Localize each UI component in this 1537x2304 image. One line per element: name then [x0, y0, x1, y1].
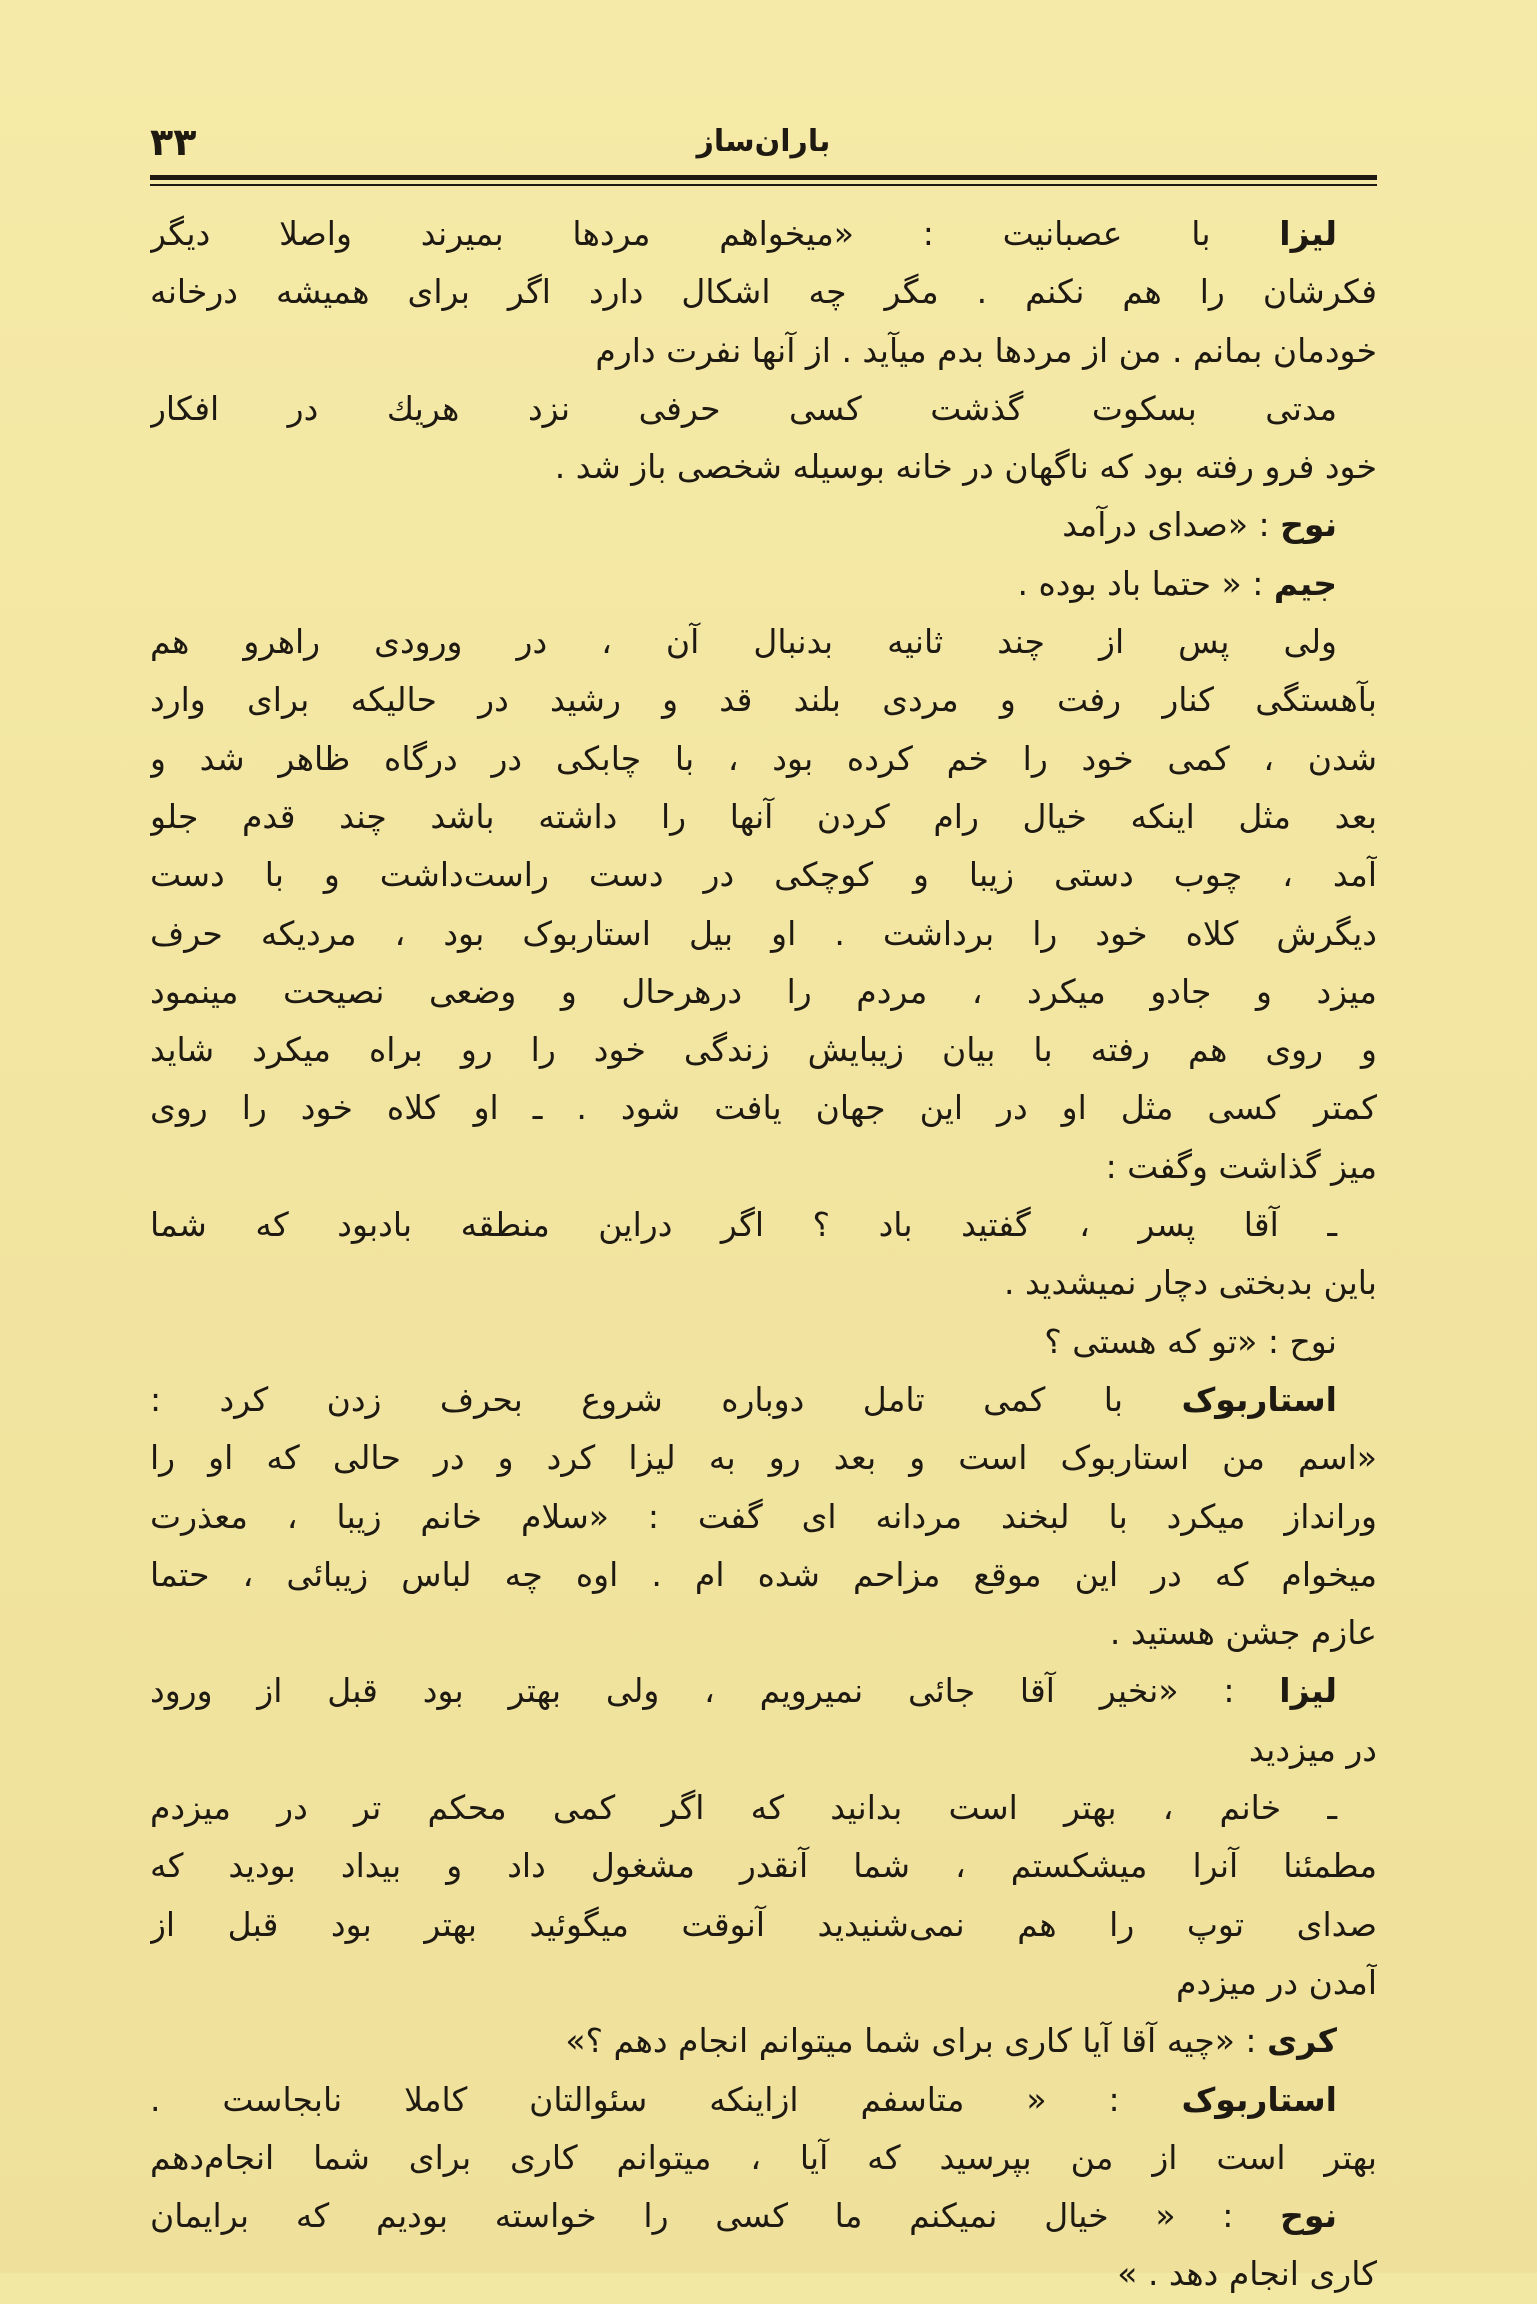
line-text: : «صدای درآمد [1062, 505, 1281, 545]
line-text: با عصبانیت : «میخواهم مردها بمیرند واصلا دیگر [150, 214, 1280, 253]
text-line [150, 2187, 1377, 2245]
line-text: مدتی بسکوت گذشت کسی حرفی نزد هریك در افکار [150, 388, 1337, 428]
header-rule-thick [150, 175, 1377, 180]
text-line [150, 1662, 1377, 1720]
line-text: باین بدبختی دچار نمیشدید . [1003, 1263, 1377, 1303]
line-text: ولی پس از چند ثانیه بدنبال آن ، در ورودی راهرو هم [150, 622, 1337, 662]
line-text: با کمی تامل دوباره شروع بحرف زدن کرد : [150, 1379, 1182, 1419]
speaker-name: لیزا [1279, 1671, 1337, 1711]
text-line [150, 438, 1377, 496]
line-text: : «نخیر آقا جائی نمیرویم ، ولی بهتر بود قبل از ورود [150, 1671, 1280, 1711]
line-text: : « خیال نمیکنم ما کسی را خواسته بودیم که برایمان [150, 2196, 1281, 2236]
text-line [150, 1313, 1377, 1371]
line-text: کاری انجام دهد . » [1117, 2254, 1377, 2294]
text-line [150, 1429, 1377, 1487]
line-text: بآهستگی کنار رفت و مردی بلند قد و رشید در حالیکه برای وارد [150, 680, 1377, 720]
line-text: شدن ، کمی خود را خم کرده بود ، با چابکی در درگاه ظاهر شد و [150, 738, 1377, 778]
line-text: آمدن در میزدم [1176, 1962, 1377, 2002]
line-text: «اسم من استاربوک است و بعد رو به لیزا کرد و در حالی که او را [150, 1438, 1377, 1478]
text-line [150, 1546, 1377, 1604]
line-text: میز گذاشت وگفت : [1105, 1146, 1377, 1186]
text-line [150, 846, 1377, 904]
text-line [150, 496, 1377, 554]
line-text: دیگرش کلاه خود را برداشت . او بیل استاربوک بود ، مردیکه حرف [150, 913, 1377, 953]
text-line [150, 205, 1377, 263]
line-text: آمد ، چوب دستی زیبا و کوچکی در دست راست‌داشت و با دست [150, 855, 1377, 895]
text-line [150, 263, 1377, 321]
line-text: در میزدید [1248, 1729, 1377, 1769]
text-line [150, 2071, 1377, 2129]
speaker-name: جیم [1273, 563, 1337, 603]
text-line [150, 1721, 1377, 1779]
text-line [150, 322, 1377, 380]
line-text: خود فرو رفته بود که ناگهان در خانه بوسیله شخصی باز شد . [554, 447, 1377, 487]
text-line [150, 380, 1377, 438]
running-title: باران‌ساز [696, 124, 831, 159]
line-text: ـ خانم ، بهتر است بدانید که اگر کمی محکم تر در میزدم [150, 1788, 1337, 1828]
text-line [150, 1488, 1377, 1546]
line-text: ـ آقا پسر ، گفتید باد ؟ اگر دراین منطقه بادبود که شما [150, 1205, 1337, 1245]
text-line [150, 555, 1377, 613]
line-text: میخوام که در این موقع مزاحم شده ام . اوه چه لباس زیبائی ، حتما [150, 1554, 1377, 1594]
line-text: کمتر کسی مثل او در این جهان یافت شود . ـ او کلاه خود را روی [150, 1088, 1377, 1128]
line-text: فکرشان را هم نکنم . مگر چه اشکال دارد اگر برای همیشه درخانه [150, 272, 1377, 312]
text-line [150, 730, 1377, 788]
speaker-name: استاربوک [1181, 1379, 1337, 1419]
line-text: مطمئنا آنرا میشکستم ، شما آنقدر مشغول داد و بیداد بودید که [150, 1846, 1377, 1886]
line-text: صدای توپ را هم نمی‌شنیدید آنوقت میگوئید بهتر بود قبل از [150, 1904, 1377, 1944]
text-line [150, 671, 1377, 729]
speaker-name: نوح [1280, 505, 1337, 545]
text-line [150, 1138, 1377, 1196]
text-line [150, 963, 1377, 1021]
text-line [150, 1021, 1377, 1079]
text-line [150, 1896, 1377, 1954]
header-rule-thin [150, 184, 1377, 186]
line-text: میزد و جادو میکرد ، مردم را درهرحال و وضعی نصیحت مینمود [150, 971, 1377, 1011]
body-text [150, 205, 1377, 2304]
text-line [150, 613, 1377, 671]
speaker-name: استاربوک [1181, 2079, 1337, 2119]
text-line [150, 1779, 1377, 1837]
line-text: : «چیه آقا آیا کاری برای شما میتوانم انجام دهم ؟» [565, 2021, 1268, 2061]
text-line [150, 1604, 1377, 1662]
line-text: : « متاسفم ازاینکه سئوالتان کاملا نابجاست . [150, 2079, 1182, 2119]
text-line [150, 1954, 1377, 2012]
text-line [150, 1837, 1377, 1895]
text-line [150, 1254, 1377, 1312]
line-text: : « حتما باد بوده . [1017, 563, 1274, 603]
text-line [150, 2129, 1377, 2187]
text-line [150, 1079, 1377, 1137]
speaker-name: نوح [1280, 2196, 1337, 2236]
line-text: و روی هم رفته با بیان زیبایش زندگی خود را رو براه میکرد شاید [150, 1030, 1377, 1070]
page-header [150, 112, 1377, 172]
line-text: بعد مثل اینکه خیال رام کردن آنها را داشته باشد چند قدم جلو [150, 796, 1377, 836]
line-text: خودمان بمانم . من از مردها بدم میآید . از آنها نفرت دارم [595, 330, 1377, 370]
line-text: عازم جشن هستید . [1109, 1613, 1377, 1653]
page-number: ۳۳ [150, 120, 197, 164]
speaker-name: لیزا [1279, 214, 1337, 253]
text-line [150, 2012, 1377, 2070]
text-line [150, 1196, 1377, 1254]
line-text: ورانداز میکرد با لبخند مردانه ای گفت : «سلام خانم زیبا ، معذرت [150, 1496, 1377, 1536]
line-text: نوح : «تو که هستی ؟ [1044, 1321, 1337, 1361]
text-line [150, 1371, 1377, 1429]
text-line [150, 2245, 1377, 2303]
text-line [150, 788, 1377, 846]
line-text: بهتر است از من بپرسید که آیا ، میتوانم کاری برای شما انجام‌دهم [150, 2137, 1377, 2177]
text-line [150, 905, 1377, 963]
speaker-name: کری [1267, 2021, 1337, 2061]
